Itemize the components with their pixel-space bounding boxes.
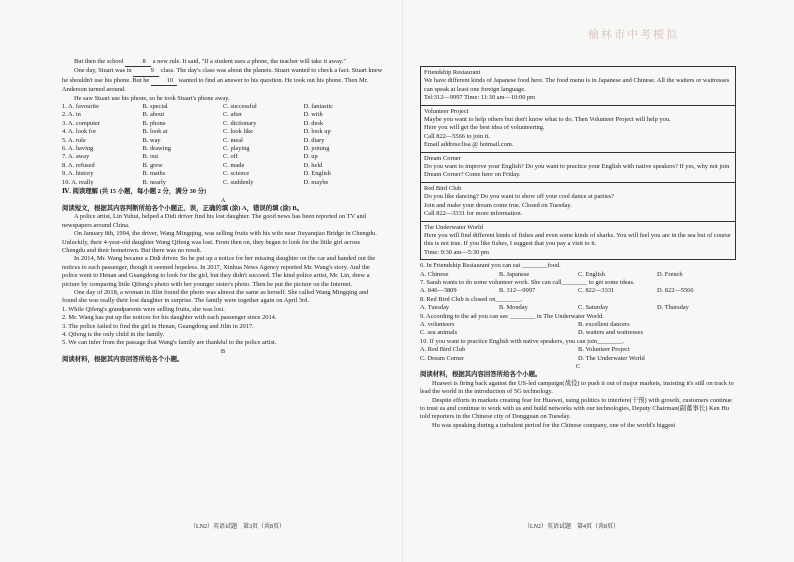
question-item: 6. In Friendship Restaurant you can eat ________food. <box>420 262 561 270</box>
passage-paragraph: On January 8th, 1994, the driver, Wang Mingqing, was selling fruits with his wife near Jiuyanqiao Bridge in Chengdu. Unluckily, their 4-year-old daughter Wang Qifeng was lost. From then on, they began to look for the little girl across Chengdu and their hometown. But there was no result. <box>62 230 377 254</box>
option-choice: 1. A. favourite <box>62 103 99 111</box>
option-row <box>62 145 384 153</box>
cloze-paragraph-2: One day, Stuart was in 9 class. The day's class was about the planets. Stuart wanted to check a fact. Stuart knew he shouldn't use his phone. But he 10 wanted to find an answer to his question. He took out his phone. Then Mr. Anderson turned around. <box>62 67 383 94</box>
blank-9: 9 <box>133 67 159 76</box>
cloze-paragraph-1: But then the school 8 a new rule. It said, "If a student uses a phone, the teacher will take it away." <box>62 58 384 67</box>
option-choice: B. drawing <box>142 145 171 153</box>
option-choice: C. off <box>223 153 238 161</box>
passage-a-label: A <box>220 196 226 204</box>
option-row <box>62 128 384 136</box>
option-choice: D. up <box>303 153 318 161</box>
passage-b-label: B <box>220 347 226 355</box>
option-row <box>62 111 384 119</box>
ad-title: Red Bird Club <box>424 184 462 192</box>
option-choice: A. Red Bird Club <box>420 346 466 354</box>
passage-paragraph: In 2014, Mr. Wang became a Didi driver. So he put up a notice for her missing daughter on the car and handed out the notices to each passenger, though it seemed hopeless. In 2017, Xinhua News Agency reported Mr. Wang's story. And the police went to Henan and Guangdong to look for the girl, but they didn't succeed. The kind police artist, Mr. Lin, drew a picture by comparing little Qifeng's photo with her younger sister's photo. Then he put the picture on the Internet. <box>62 255 376 288</box>
option-choice: A. 846—3809 <box>420 287 457 295</box>
option-choice: C. after <box>223 111 243 119</box>
option-choice: B. excellent dancers <box>578 320 630 328</box>
option-choice: 10. A. really <box>62 178 94 186</box>
ad-box <box>420 221 736 260</box>
option-choice: C. look like <box>223 128 253 136</box>
option-choice: C. suddenly <box>223 178 254 186</box>
option-choice: B. nearly <box>142 178 166 186</box>
option-choice: D. English <box>303 170 331 178</box>
option-choice: 9. A. history <box>62 170 94 178</box>
question-item: 2. Mr. Wang has put up the notices for his daughter with each passenger since 2014. <box>62 314 277 322</box>
ad-line: Email address:lisa @ hotmail.com. <box>424 141 514 149</box>
option-choice: D. French <box>657 270 683 278</box>
question-item: 5. We can infer from the passage that Wang's family are thankful to the police artist. <box>62 339 277 347</box>
option-choice: B. phone <box>142 119 166 127</box>
ad-line: Tel:312—9997 Time: 11:30 am—10:00 pm <box>424 94 536 102</box>
option-choice: D. Thursday <box>657 304 689 312</box>
option-choice: B. special <box>142 103 168 111</box>
passage-c <box>420 380 736 430</box>
option-choice: C. playing <box>223 145 250 153</box>
ad-title: Friendship Restaurant <box>424 69 481 76</box>
option-choice: D. look up <box>303 128 331 136</box>
ad-line: Call 822—5566 to join it. <box>424 132 490 140</box>
option-choice: B. look at <box>142 128 168 136</box>
option-choice: 3. A. computer <box>62 119 100 127</box>
ad-line: Join and make your dream come true. Closed on Tuesday. <box>424 201 572 209</box>
option-choice: D. diary <box>303 136 325 144</box>
option-choice: C. sea animals <box>420 329 458 337</box>
option-choice: 5. A. rule <box>62 136 86 144</box>
option-choice: 4. A. look for <box>62 128 97 136</box>
question-item: 4. Qifeng is the only child in the family. <box>62 331 165 338</box>
option-choice: 6. A. having <box>62 145 94 153</box>
option-choice: D. The Underwater World <box>578 354 645 362</box>
option-choice: D. 822—5566 <box>657 287 694 295</box>
option-row <box>62 153 384 161</box>
option-row <box>62 120 384 128</box>
ad-line: Here you will find different kinds of fishes and even some kinds of sharks. You will feel you are in the sea but of course this is not true. If you like fishes, I suggest that you pay a visit to it. <box>424 231 731 248</box>
ad-title: Dream Corner <box>424 154 461 162</box>
option-choice: C. meal <box>223 136 243 144</box>
option-choice: C. dictionary <box>223 119 257 127</box>
page-fold <box>402 0 403 562</box>
option-row <box>62 137 384 145</box>
passage-b-questions <box>420 262 736 363</box>
passage-a-questions <box>62 306 384 348</box>
option-choice: 7. A. away <box>62 153 90 161</box>
question-item: 9. According to the ad you can see ________ in The Underwater World. <box>420 312 604 320</box>
option-row <box>420 346 736 363</box>
passage-c-label: C <box>575 363 581 370</box>
right-page-footer: （LN2）英语试题 第4页（共8页） <box>524 524 619 530</box>
option-choice: A. Tuesday <box>420 304 450 312</box>
option-choice: 8. A. refused <box>62 161 95 169</box>
option-choice: B. Monday <box>499 304 528 312</box>
question-item: 1. While Qifeng's grandparents were selling fruits, she was lost. <box>62 305 225 313</box>
ad-title: The Underwater World <box>424 223 483 231</box>
option-choice: B. out <box>142 153 159 161</box>
ad-line: Time: 9:30 am—5:30 pm <box>424 248 489 256</box>
ad-line: Call 822—3331 for more information. <box>424 210 523 218</box>
ad-box <box>420 66 736 105</box>
option-choice: C. Dream Corner <box>420 354 465 362</box>
right-page <box>420 66 736 430</box>
cloze-paragraph-3: He saw Stuart use his phone, so he took Stuart's phone away. <box>74 94 230 102</box>
passage-paragraph: Huawei is firing back against the US-led campaign(战役) to push it out of major markets, insisting it's still on track to lead the world in the introduction of 5G technology. <box>420 379 734 396</box>
question-item: 10. If you want to practice English with native speakers, you can join________. <box>420 337 625 345</box>
option-row <box>62 170 384 178</box>
option-choice: D. waiters and waitresses <box>578 329 643 337</box>
ad-line: Here you will get the best idea of volunteering. <box>424 124 545 132</box>
option-choice: B. Japanese <box>499 270 530 278</box>
passage-b-instructions: 阅读材料，根据其内容回答所给各个小题。 <box>62 356 184 364</box>
option-choice: A. Chinese <box>420 270 449 278</box>
passage-c-instructions: 阅读材料，根据其内容回答所给各个小题。 <box>420 371 542 379</box>
ad-line: Do you want to improve your English? Do you want to practice your English with native speakers? If yes, why not join Dream Corner? Come here on Friday. <box>424 163 730 179</box>
passage-paragraph: Hu was speaking during a turbulent period for the Chinese company, one of the world's biggest <box>432 421 676 429</box>
option-row <box>420 271 736 279</box>
option-row <box>62 103 384 111</box>
cloze-options <box>62 103 384 187</box>
ads-table <box>420 66 736 260</box>
ad-line: We have different kinds of Japanese food here. The food menu is in Japanese and Chinese. All the waiters or waitresses can speak at least one foreign language. <box>424 77 730 93</box>
option-choice: C. made <box>223 161 245 169</box>
option-choice: C. science <box>223 170 250 178</box>
ad-title: Volunteer Project <box>424 107 469 115</box>
ad-box <box>420 105 736 152</box>
left-page <box>62 58 384 365</box>
blank-10: 10 <box>151 77 177 86</box>
option-choice: C. 822—3331 <box>578 287 615 295</box>
passage-paragraph: One day of 2018, a woman in Jilin found the photo was almost the same as herself. She called Wang Mingqing and found she was really their lost daughter in surprise. The family were together again on April 3rd. <box>62 288 369 305</box>
section-4-title: Ⅳ. 阅读理解 (共 15 小题，每小题 2 分，满分 30 分) <box>62 188 207 196</box>
question-item: 3. The police failed to find the girl in Henan, Guangdong and Jilin in 2017. <box>62 322 254 330</box>
option-choice: B. maths <box>142 170 166 178</box>
option-choice: B. 312—9997 <box>499 287 536 295</box>
passage-a <box>62 213 384 305</box>
option-choice: B. way <box>142 136 161 144</box>
option-choice: C. Saturday <box>578 304 609 312</box>
watermark-stamp: 榆林市中考模拟 <box>588 28 679 41</box>
option-choice: D. desk <box>303 119 324 127</box>
left-page-footer: （LN2）英语试题 第3页（共8页） <box>190 524 285 530</box>
option-row <box>420 304 736 312</box>
ad-line: Do you like dancing? Do you want to show off your cool dance at parties? <box>424 193 615 201</box>
option-row <box>420 321 736 338</box>
option-choice: 2. A. in <box>62 111 81 119</box>
option-choice: D. held <box>303 161 323 169</box>
option-choice: D. fantastic <box>303 103 333 111</box>
ad-line: Maybe you want to help others but don't know what to do. Then Volunteer Project will help you. <box>424 116 671 124</box>
option-choice: D. with <box>303 111 323 119</box>
question-item: 7. Sarah wants to do some volunteer work. She can call________ to get some ideas. <box>420 278 635 286</box>
option-row <box>420 287 736 295</box>
option-choice: D. joining <box>303 145 330 153</box>
option-choice: C. successful <box>223 103 257 111</box>
option-row <box>62 179 384 187</box>
option-choice: D. maybe <box>303 178 329 186</box>
blank-8: 8 <box>125 58 151 67</box>
option-choice: A. volunteers <box>420 320 455 328</box>
ad-box <box>420 152 736 182</box>
option-row <box>62 162 384 170</box>
question-item: 8. Red Bird Club is closed on________. <box>420 295 523 303</box>
passage-a-instructions: 阅读短文，根据其内容判断所给各个小题正、误，正确的填 (涂) A，错误的填 (涂) B。 <box>62 204 304 212</box>
passage-paragraph: A police artist, Lin Yuhui, helped a Didi driver find his lost daughter. The good news has been reported on TV and newspapers around China. <box>62 213 366 229</box>
option-choice: B. Volunteer Project <box>578 346 630 354</box>
ad-box <box>420 182 736 221</box>
passage-paragraph: Despite efforts in markets creating fear for Huawei, using politics to interfere(干预) with growth, customers continue to trust us and continue to work with us and build networks with our technologies, Deputy Chairman(副董事长) Ken Hu told reporters in the Chinese city of Dongguan on Tuesday. <box>420 396 732 421</box>
option-choice: C. English <box>578 270 605 278</box>
option-choice: B. about <box>142 111 165 119</box>
option-choice: B. grew <box>142 161 163 169</box>
